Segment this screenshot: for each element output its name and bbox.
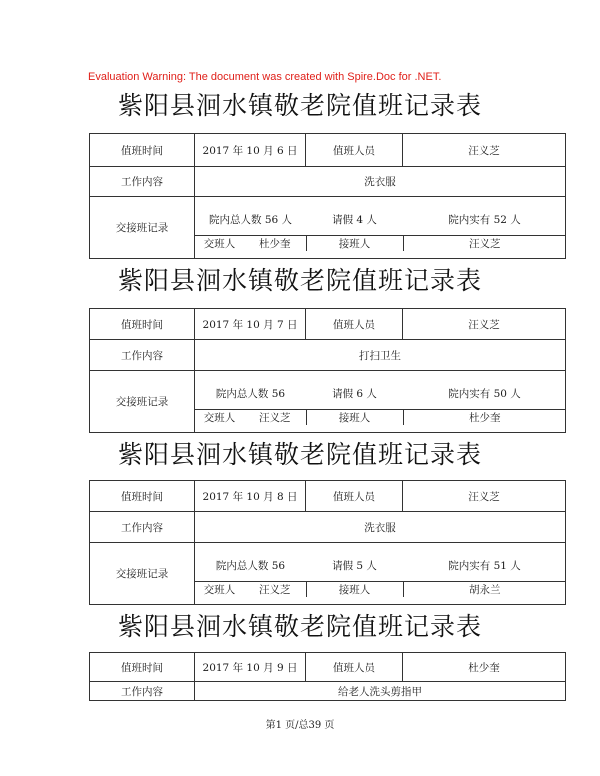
work-content: 洗衣服 [195, 512, 566, 543]
record-table-2 [89, 308, 566, 433]
leave-count: 请假 6 人 [306, 378, 403, 409]
duty-person-label: 值班人员 [306, 481, 403, 512]
handover-label: 交接班记录 [90, 197, 195, 259]
record-table-3 [89, 480, 566, 605]
receiver-label: 接班人 [306, 235, 403, 251]
handover-label: 交接班记录 [90, 543, 195, 605]
duty-date: 2017 年 10 月 6 日 [195, 134, 306, 167]
actual-count: 院内实有 51 人 [403, 550, 565, 581]
total-count: 院内总人数 56 人 [195, 204, 306, 235]
leave-count: 请假 5 人 [306, 550, 403, 581]
handover-person-label: 交班人 [203, 583, 236, 596]
work-content-label: 工作内容 [90, 512, 195, 543]
duty-person-label: 值班人员 [306, 653, 403, 682]
work-content-label: 工作内容 [90, 167, 195, 197]
record-title-1: 紫阳县洄水镇敬老院值班记录表 [117, 91, 482, 120]
duty-date: 2017 年 10 月 8 日 [195, 481, 306, 512]
record-table-1 [89, 133, 566, 259]
work-content: 打扫卫生 [195, 340, 566, 371]
record-title-2: 紫阳县洄水镇敬老院值班记录表 [117, 266, 482, 295]
duty-person: 汪义芝 [403, 309, 566, 340]
page-number: 第1 页/总39 页 [265, 720, 335, 731]
duty-time-label: 值班时间 [90, 134, 195, 167]
receiver-label: 接班人 [306, 409, 403, 425]
work-content-label: 工作内容 [90, 340, 195, 371]
duty-time-label: 值班时间 [90, 309, 195, 340]
leave-count: 请假 4 人 [306, 204, 403, 235]
actual-count: 院内实有 52 人 [403, 204, 565, 235]
duty-person: 杜少奎 [403, 653, 566, 682]
record-title-3: 紫阳县洄水镇敬老院值班记录表 [117, 440, 482, 469]
handover-label: 交接班记录 [90, 371, 195, 433]
receiver: 杜少奎 [469, 411, 501, 424]
duty-date: 2017 年 10 月 7 日 [195, 309, 306, 340]
handover-person: 杜少奎 [244, 235, 306, 251]
total-count: 院内总人数 56 [195, 550, 306, 581]
work-content: 给老人洗头剪指甲 [195, 682, 566, 701]
duty-person-label: 值班人员 [306, 309, 403, 340]
evaluation-warning: Evaluation Warning: The document was created with Spire.Doc for .NET. [88, 71, 442, 83]
total-count: 院内总人数 56 [195, 378, 306, 409]
actual-count: 院内实有 50 人 [403, 378, 565, 409]
receiver: 汪义芝 [469, 237, 501, 250]
record-title-4: 紫阳县洄水镇敬老院值班记录表 [117, 612, 482, 641]
duty-time-label: 值班时间 [90, 653, 195, 682]
record-table-4 [89, 652, 566, 701]
handover-person: 汪义芝 [244, 409, 306, 425]
receiver: 胡永兰 [469, 583, 501, 596]
duty-person: 汪义芝 [403, 134, 566, 167]
work-content: 洗衣服 [195, 167, 566, 197]
duty-person-label: 值班人员 [306, 134, 403, 167]
handover-person-label: 交班人 [203, 237, 236, 250]
handover-person-label: 交班人 [203, 411, 236, 424]
duty-date: 2017 年 10 月 9 日 [195, 653, 306, 682]
duty-time-label: 值班时间 [90, 481, 195, 512]
duty-person: 汪义芝 [403, 481, 566, 512]
receiver-label: 接班人 [306, 581, 403, 597]
work-content-label: 工作内容 [90, 682, 195, 701]
handover-person: 汪义芝 [244, 581, 306, 597]
